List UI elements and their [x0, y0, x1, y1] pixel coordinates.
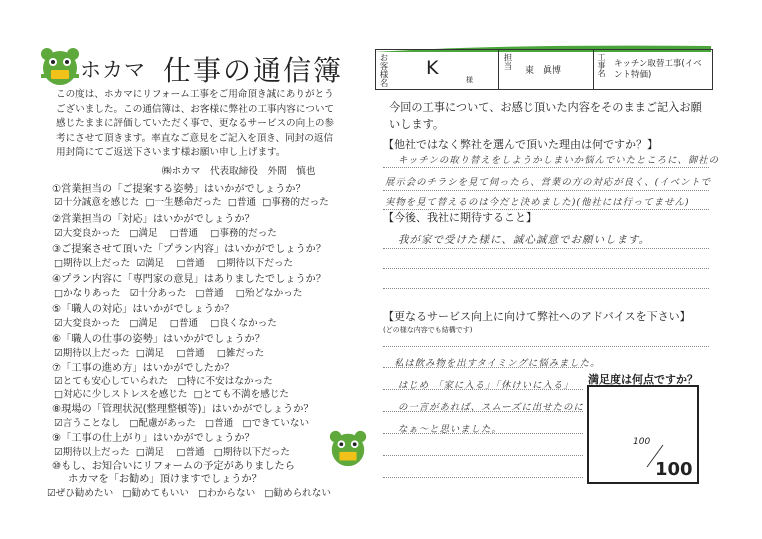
handwriting-line[interactable]: キッチンの取り替えをしようかしまいか悩んでいたところに、御社の	[398, 155, 719, 166]
handwriting-line[interactable]: 私は飲み物を出すタイミングに悩みました。	[394, 358, 601, 369]
option[interactable]: □普通	[169, 228, 199, 239]
rule	[383, 268, 709, 269]
question-1-options	[54, 196, 329, 209]
satisfaction-label: 満足度は何点ですか？	[588, 373, 698, 386]
rule	[383, 190, 709, 191]
question-6: ⑥「職人の仕事の姿勢」はいかがでしょうか？	[52, 334, 265, 345]
handwriting-line[interactable]: はじめ 「家に入る」「休けいに入る」	[398, 380, 574, 391]
question-9-options	[54, 446, 290, 459]
question-10-options	[47, 487, 331, 500]
question-5: ⑤「職人の対応」はいかがでしょうか？	[52, 304, 235, 315]
option[interactable]: □満足	[135, 447, 165, 458]
option[interactable]: □普通	[176, 258, 205, 269]
score-box[interactable]	[587, 385, 699, 484]
instruction-text: 今回の工事について、お感じ頂いた内容をそのままご記入お願いします。	[389, 101, 702, 131]
question-8: ⑧現場の「管理状況(整理整頓等)」はいかがでしょうか？	[52, 404, 314, 415]
header-table	[375, 49, 713, 90]
tanto-cell	[499, 50, 594, 89]
question-1: ①営業担当の「ご提案する姿勢」はいかがでしょうか？	[52, 184, 306, 195]
option[interactable]: □できていない	[242, 418, 310, 429]
option[interactable]: □とても不満を感じた	[193, 389, 290, 400]
question-3: ③ご提案させて頂いた「プラン内容」はいかがでしょうか？	[52, 244, 327, 255]
option[interactable]: □期待以下だった	[216, 258, 294, 269]
option[interactable]: ☑十分誠意を感じた	[54, 197, 140, 208]
option[interactable]: □特に不安はなかった	[177, 376, 273, 387]
advice-note: (どの様な内容でも結構です)	[383, 326, 473, 334]
tanto-name[interactable]: 東 眞博	[525, 66, 562, 76]
question-2: ②営業担当の「対応」はいかがでしょうか？	[52, 214, 255, 225]
handwriting-line[interactable]: 実物を見て替えるのは今だと決めました)(他社には行ってません)	[385, 197, 690, 208]
option[interactable]: □殆どなかった	[235, 288, 303, 299]
question-9: ⑨「工事の仕上がり」はいかがでしょうか？	[52, 433, 255, 444]
option[interactable]: ☑期待以上だった	[54, 348, 130, 359]
question-6-options	[54, 347, 264, 360]
option[interactable]: □普通	[227, 197, 257, 208]
advice-title: 【更なるサービス向上に向けて弊社へのアドバイスを下さい】	[383, 310, 691, 323]
signature: ㈱ホカマ 代表取締役 外間 慎也	[162, 166, 316, 177]
option[interactable]: □期待以下だった	[213, 447, 290, 458]
option[interactable]: □普通	[205, 418, 234, 429]
option[interactable]: □一生懸命だった	[145, 197, 222, 208]
rule	[383, 346, 709, 347]
koji-label: 工事名	[597, 53, 606, 77]
question-10: ⑩もし、お知合いにリフォームの予定がありましたら	[52, 461, 295, 472]
option[interactable]: □満足	[129, 318, 158, 329]
rule	[383, 477, 583, 478]
question-7-options	[54, 375, 273, 388]
option[interactable]: □対応に少しストレスを感じた	[54, 389, 188, 400]
question-7-options-2	[54, 388, 289, 401]
option[interactable]: □満足	[135, 348, 165, 359]
intro-text: この度は、ホカマにリフォーム工事をご用命頂き誠にありがとうございました。この通信簿は、お客様に弊社の工事内容について感じたままに評価していただく事で、更なるサービスの向上の参考にさせて頂きます。率直なご意見をご記入を頂き、同封の返信用封筒にてご返送下さいます様お願い申し上げます。	[56, 89, 335, 159]
option[interactable]: □勧めてもいい	[122, 488, 189, 499]
customer-label: お客様名	[378, 53, 388, 87]
question-7: ⑦「工事の進め方」はいかがでしたか？	[52, 363, 235, 374]
reason-title: 【他社ではなく弊社を選んで頂いた理由は何ですか？】	[383, 138, 658, 151]
mascot-small	[327, 427, 369, 471]
mascot-logo	[38, 44, 82, 90]
page-title: 仕事の通信簿	[163, 54, 344, 87]
option[interactable]: □良くなかった	[210, 318, 277, 329]
option[interactable]: □普通	[176, 348, 205, 359]
option[interactable]: □普通	[176, 447, 205, 458]
rule	[383, 288, 709, 289]
customer-cell	[376, 50, 499, 89]
handwriting-line[interactable]: 我が家で受けた様に、誠心誠意でお願いします。	[398, 234, 651, 246]
koji-cell	[594, 50, 712, 89]
option[interactable]: □かなりあった	[54, 288, 121, 299]
option[interactable]: □普通	[169, 318, 199, 329]
koji-name[interactable]: キッチン取替工事(イベント特価)	[614, 59, 702, 80]
question-5-options	[54, 317, 277, 330]
sama-suffix: 様	[466, 76, 473, 84]
score-written: 100	[633, 437, 651, 447]
option[interactable]: □雑だった	[216, 348, 265, 359]
question-10-line2: ホカマを「お勧め」頂けますでしょうか？	[68, 474, 262, 485]
option[interactable]: ☑期待以上だった	[54, 447, 130, 458]
option[interactable]: □事務的だった	[262, 197, 329, 208]
handwriting-line[interactable]: の一言があれば、スムーズに出せたのに	[398, 402, 584, 413]
rule	[383, 455, 583, 456]
customer-name[interactable]: K	[426, 57, 439, 79]
question-8-options	[54, 417, 309, 430]
option[interactable]: □満足	[129, 228, 158, 239]
option[interactable]: ☑大変良かった	[54, 318, 121, 329]
option[interactable]: □わからない	[198, 488, 256, 499]
score-max: 100	[655, 459, 693, 480]
handwriting-line[interactable]: 展示会のチラシを見て伺ったら、営業の方の対応が良く、(イベントで	[385, 177, 712, 188]
rule	[383, 167, 709, 168]
question-4: ④プラン内容に「専門家の意見」はありましたでしょうか？	[52, 274, 327, 285]
rule	[383, 248, 709, 249]
option[interactable]: ☑大変良かった	[54, 228, 121, 239]
option[interactable]: ☑十分あった	[129, 288, 187, 299]
option[interactable]: □勧められない	[264, 488, 331, 499]
option[interactable]: ☑満足	[136, 258, 165, 269]
question-4-options	[54, 287, 302, 300]
handwriting-line[interactable]: なぁ〜と思いました。	[398, 424, 502, 435]
option[interactable]: ☑とても安心していられた	[54, 376, 169, 387]
option[interactable]: □事務的だった	[210, 228, 277, 239]
option[interactable]: ☑言うことなし	[54, 418, 121, 429]
option[interactable]: □配慮があった	[129, 418, 196, 429]
tanto-label: 担当	[502, 53, 512, 70]
option[interactable]: □普通	[195, 288, 224, 299]
question-2-options	[54, 227, 277, 240]
question-3-options	[54, 257, 293, 270]
expect-title: 【今後、我社に期待すること】	[383, 211, 537, 224]
brand-name: ホカマ	[80, 58, 146, 82]
option[interactable]: □期待以上だった	[54, 258, 131, 269]
option[interactable]: ☑ぜひ勧めたい	[47, 488, 114, 499]
